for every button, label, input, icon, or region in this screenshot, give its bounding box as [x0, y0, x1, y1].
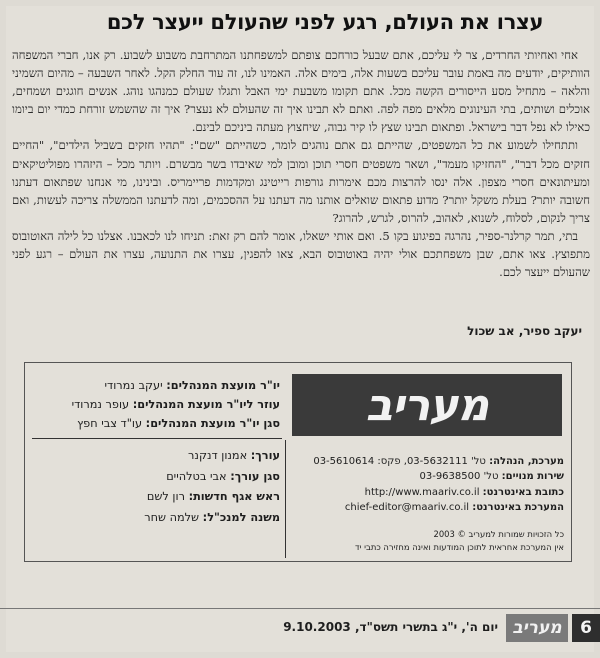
contact-label: שירות מנויים:: [501, 471, 564, 483]
masthead-divider: [32, 438, 282, 439]
management-line: [32, 414, 280, 433]
letter-paragraph: ותתחילו לשמוע את כל המשפטים, שהייתם גם אתם נוהגים לומר, כשהייתם "שם": "תהיו חזקים בשביל הילדים", "החיים חזקים מכל דבר", "החזיקו מעמד", ושאר משפטים חסרי תוכן ומובן למי שאיבדו בשר מבשרם. ויותר מכל – היזהרו מפוליטיקאים ומעיתונאים חסרי מצפון. אלה ינסו להרצות מכם אימרות גורפות רייטינג ומקדמות פריימריס. ובינינו, מי אנחנו שפתאום דעתנו חשובה יותר? בעלת משקל יותר? מדוע פתאום שואלים אותנו מה דעתנו על ההסכמים, ומה לדעתנו הממשלה צריכה לעשות, ואם צריך לנקום, לסלוח, לשנוא, לאהוב, להרוס, לגרש, להרוג?: [12, 138, 590, 225]
editors-list: [30, 446, 280, 528]
footer-logo: מעריב: [506, 614, 568, 642]
website-link[interactable]: http://www.maariv.co.il: [364, 486, 480, 498]
contact-label: כתובת באינטרנט:: [482, 486, 564, 498]
legal-notice: [292, 528, 564, 553]
disclaimer-line: אין המערכת אחראית לתוכן המודעות ואינה מחזירה כתבי יד: [355, 541, 564, 552]
article-headline: עצרו את העולם, רגע לפני שהעולם ייעצר לכם: [106, 10, 544, 34]
contact-line: [292, 454, 564, 469]
editor-line: [30, 508, 280, 529]
management-role: עוזר ליו"ר מועצת המנהלים:: [132, 398, 280, 411]
page-number: 6: [572, 614, 600, 642]
letter-paragraph: אחי ואחיותי החרדים, צר לי עליכם, אתם שבעל כורחכם צופתם למשפחתנו המתרחבת משבוע לשבוע. רק אנו, חברי המשפחה הוותיקים, יודעים מה באמת עובר עליכם בשעות אלה, בימים אלה. האמינו לנו, זה עוד החלק הקל. לאחר השבעה – מהיום השמיני והלאה – מתחיל מסע הייסורים הקשה מכל. אתם תקומו משבעת ימי האבל ותגלו שעולם כמנהגו נוהג. אנשים חוגגים ושמחים, אוכלים ושותים, בתי העינוגים מלאים מפה לפה. ואתם לא תבינו איך זה שהעולם לא נעצר? איך זה שהשמש זורחת כמדי יום ביומו כאילו לא נפל דבר בישראל. ופתאום תבינו שצץ לו קיר גבוה, שיחצוץ מעתה ביניכם לבינם.: [12, 48, 590, 135]
management-name: עופר נמרודי: [71, 398, 130, 411]
contact-line: [292, 469, 564, 484]
editor-name: שלמה שחר: [144, 510, 200, 524]
management-name: עו"ד צבי חפץ: [77, 417, 143, 430]
footer-rule: [0, 608, 600, 609]
editor-role: עורך:: [250, 449, 280, 462]
editor-name: רון לשם: [146, 490, 185, 503]
masthead-column-divider: [285, 440, 286, 558]
contact-details: [292, 454, 564, 515]
editor-line: [30, 487, 280, 508]
management-role: סגן יו"ר מועצת המנהלים:: [145, 417, 280, 430]
management-name: יעקב נמרודי: [104, 379, 163, 392]
maariv-logo-text: מעריב: [365, 379, 489, 431]
letter-signature: יעקב ספיר, אב שכול: [467, 324, 582, 338]
footer-date: יום ה', י"ג בתשרי תשס"ד, 9.10.2003: [283, 620, 498, 634]
management-line: [32, 376, 280, 395]
editor-line: [30, 467, 280, 488]
contact-phone: טל' 03-9638500: [419, 471, 499, 483]
contact-line: [292, 500, 564, 515]
editor-role: סגן עורך:: [230, 469, 280, 483]
management-list: [32, 376, 280, 433]
contact-phone: טל' 03-5632111, פקס: 03-5610614: [313, 456, 486, 467]
editor-role: משנה למנכ"ל:: [202, 510, 280, 524]
copyright-line: כל הזכויות שמורות למעריב © 2003: [433, 529, 564, 539]
editor-name: אמנון דנקנר: [188, 449, 248, 462]
maariv-logo: [292, 374, 562, 436]
contact-label: המערכת באינטרנט:: [472, 501, 564, 513]
editor-name: אבי בטלהיים: [166, 469, 227, 483]
management-line: [32, 395, 280, 414]
contact-label: מערכת, הנהלה:: [489, 456, 564, 467]
contact-line: [292, 485, 564, 500]
letter-body: [12, 46, 590, 346]
editor-role: ראש אגף חדשות:: [188, 490, 280, 503]
email-link[interactable]: chief-editor@maariv.co.il: [344, 501, 470, 513]
management-role: יו"ר מועצת המנהלים:: [166, 379, 280, 392]
editor-line: [30, 446, 280, 467]
letter-paragraph: בתי, תמר קרלנר-ספיר, נהרגה בפיגוע בקו 5. ואם אותי ישאלו, אומר להם רק זאת: תניחו לנו לכאבנו. אצלנו כל לילה האוטובוס מתפוצץ. צאו אתם, שבן משפחתכם אולי יהיה באוטובוס הבא, צאו להפגין, עצרו את התנועה, עצרו את העולם – רגע לפני שהעולם ייעצר לכם.: [12, 228, 590, 280]
